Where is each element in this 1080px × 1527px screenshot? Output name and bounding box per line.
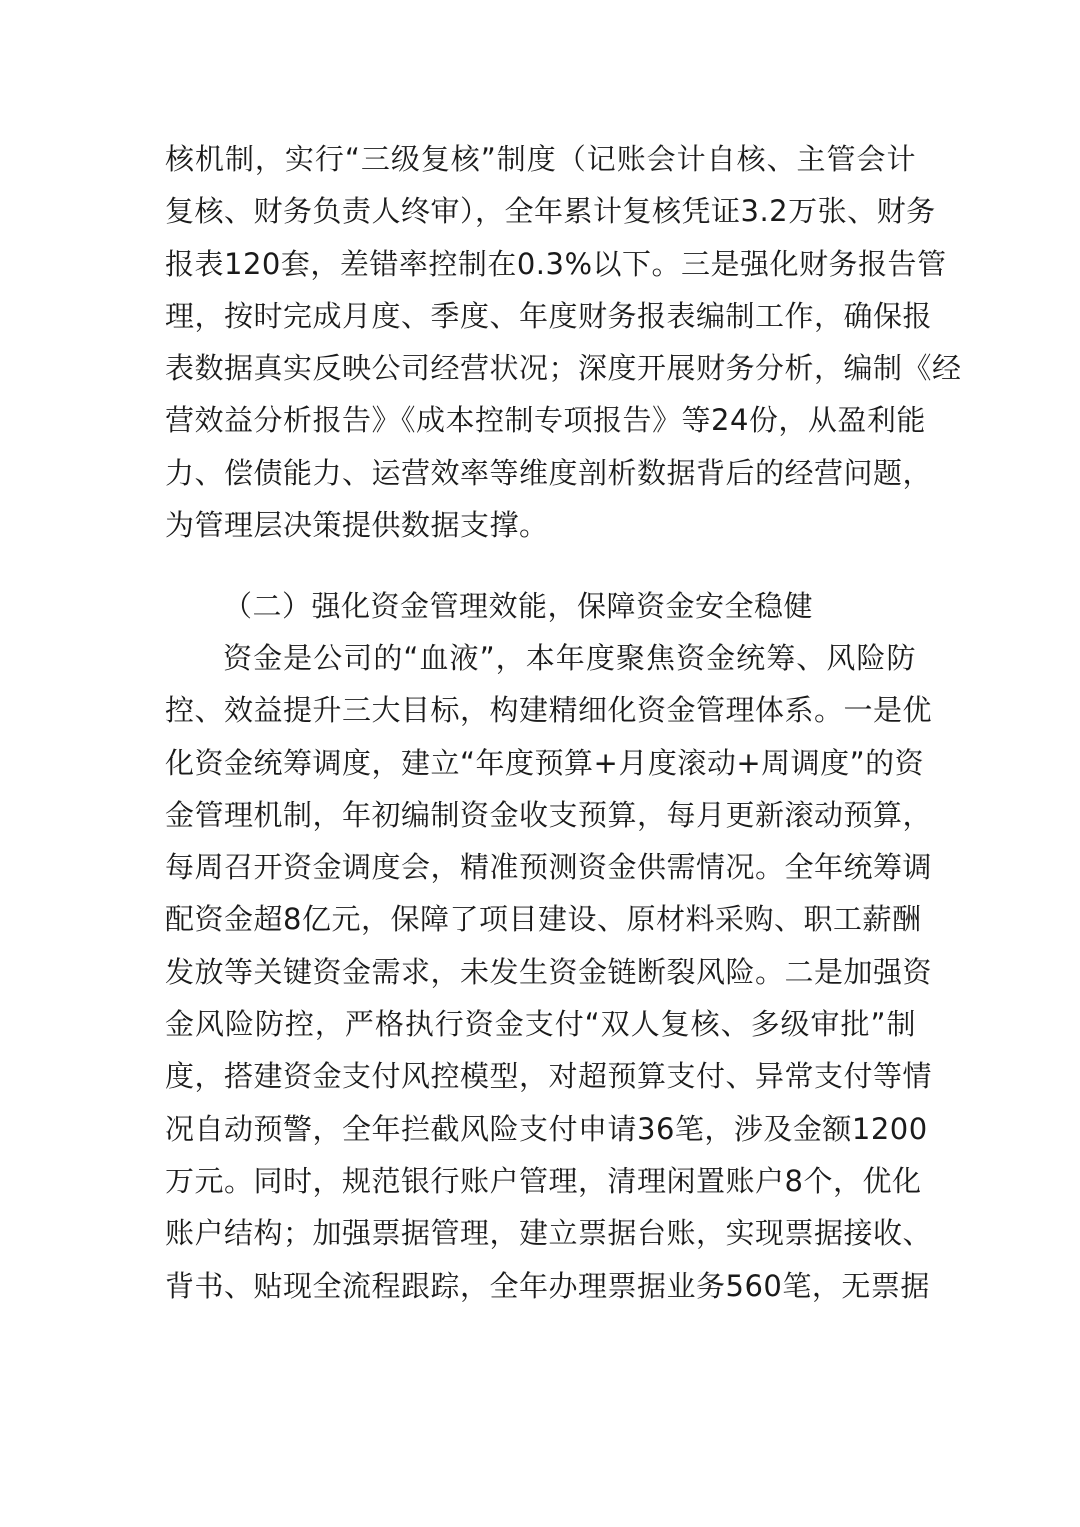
text-line: 表数据真实反映公司经营状况；深度开展财务分析，编制《经 xyxy=(165,351,962,386)
text-line: 理，按时完成月度、季度、年度财务报表编制工作，确保报 xyxy=(165,298,933,333)
text-line: 况自动预警，全年拦截风险支付申请36笔，涉及金额1200 xyxy=(165,1111,928,1146)
text-line: 控、效益提升三大目标，构建精细化资金管理体系。一是优 xyxy=(165,693,933,728)
text-line: 化资金统筹调度，建立“年度预算+月度滚动+周调度”的资 xyxy=(165,745,925,780)
text-line: 度，搭建资金支付风控模型，对超预算支付、异常支付等情 xyxy=(165,1059,933,1094)
text-line: 力、偿债能力、运营效率等维度剖析数据背后的经营问题， xyxy=(165,455,933,490)
text-line: 发放等关键资金需求，未发生资金链断裂风险。二是加强资 xyxy=(165,954,933,989)
text-line: 资金是公司的“血液”，本年度聚焦资金统筹、风险防 xyxy=(223,641,916,675)
text-line: 为管理层决策提供数据支撑。 xyxy=(165,508,549,543)
text-line: 金管理机制，年初编制资金收支预算，每月更新滚动预算， xyxy=(165,797,933,832)
text-line: 金风险防控，严格执行资金支付“双人复核、多级审批”制 xyxy=(165,1007,916,1042)
text-line: 背书、贴现全流程跟踪，全年办理票据业务560笔，无票据 xyxy=(165,1268,930,1303)
paragraph-fund-management xyxy=(165,632,933,1312)
text-line: 复核、财务负责人终审），全年累计复核凭证3.2万张、财务 xyxy=(165,194,936,229)
text-line: 账户结构；加强票据管理，建立票据台账，实现票据接收、 xyxy=(165,1216,933,1251)
text-line: 核机制，实行“三级复核”制度（记账会计自核、主管会计 xyxy=(165,142,916,176)
text-line: 配资金超8亿元，保障了项目建设、原材料采购、职工薪酬 xyxy=(165,902,922,937)
section-heading: （二）强化资金管理效能，保障资金安全稳健 xyxy=(223,589,814,623)
paragraph-financial-review xyxy=(165,133,962,551)
text-line: 报表120套，差错率控制在0.3%以下。三是强化财务报告管 xyxy=(165,246,947,281)
text-line: 营效益分析报告》《成本控制专项报告》等24份，从盈利能 xyxy=(165,403,926,438)
text-line: 每周召开资金调度会，精准预测资金供需情况。全年统筹调 xyxy=(165,850,933,885)
text-line: 万元。同时，规范银行账户管理，清理闲置账户8个，优化 xyxy=(165,1163,922,1198)
